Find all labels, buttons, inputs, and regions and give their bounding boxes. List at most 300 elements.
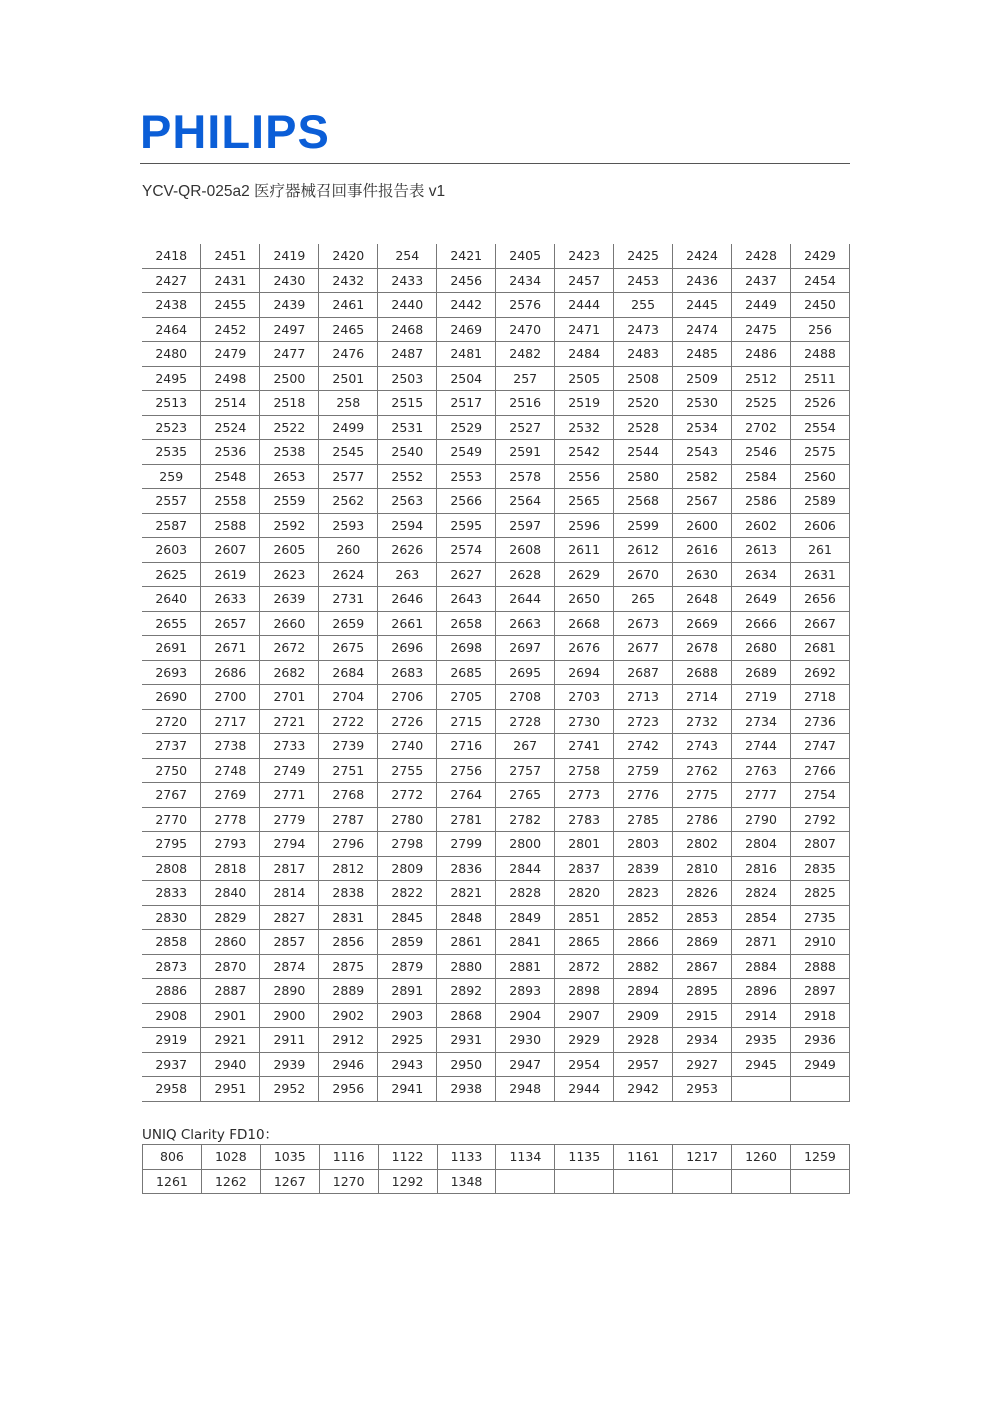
table-cell: 2890 [260,979,319,1004]
table-cell: 2939 [260,1052,319,1077]
table-cell: 2685 [437,660,496,685]
table-cell: 2479 [201,342,260,367]
table-cell: 2937 [142,1052,201,1077]
table-cell: 2868 [437,1003,496,1028]
table-cell: 2838 [319,881,378,906]
table-cell: 2692 [790,660,849,685]
table-cell: 2748 [201,758,260,783]
table-row [142,1077,850,1102]
table-cell: 2947 [496,1052,555,1077]
table-cell: 2559 [260,489,319,514]
table-cell: 2930 [496,1028,555,1053]
table-cell: 2874 [260,954,319,979]
table-cell: 2957 [614,1052,673,1077]
table-cell: 2470 [496,317,555,342]
table-cell: 2946 [319,1052,378,1077]
table-cell: 2749 [260,758,319,783]
table-cell: 2810 [673,856,732,881]
table-row [142,611,850,636]
table-cell: 2495 [142,366,201,391]
table-row [142,832,850,857]
table-cell: 2595 [437,513,496,538]
table-cell: 2576 [496,293,555,318]
table-cell: 2563 [378,489,437,514]
table-cell: 2486 [732,342,791,367]
table-cell: 2776 [614,783,673,808]
table-cell: 2796 [319,832,378,857]
main-serial-table [142,244,850,1102]
table-cell: 2870 [201,954,260,979]
table-cell: 2666 [732,611,791,636]
table-cell: 2558 [201,489,260,514]
table-cell: 1028 [201,1145,260,1170]
table-cell [790,1169,849,1194]
table-cell: 2465 [319,317,378,342]
table-cell: 2553 [437,464,496,489]
table-cell: 2587 [142,513,201,538]
table-cell: 2627 [437,562,496,587]
table-cell: 2718 [790,685,849,710]
table-cell: 2629 [555,562,614,587]
table-cell: 2545 [319,440,378,465]
table-cell: 2562 [319,489,378,514]
table-cell: 2631 [790,562,849,587]
table-cell: 2661 [378,611,437,636]
table-cell: 2786 [673,807,732,832]
table-cell: 2528 [614,415,673,440]
table-cell: 2941 [378,1077,437,1102]
table-cell: 2483 [614,342,673,367]
table-cell: 2814 [260,881,319,906]
table-cell: 2792 [790,807,849,832]
table-cell: 2892 [437,979,496,1004]
table-row [142,464,850,489]
table-cell: 2657 [201,611,260,636]
table-cell: 2921 [201,1028,260,1053]
table-cell: 2445 [673,293,732,318]
table-cell: 2824 [732,881,791,906]
table-row [142,415,850,440]
table-cell: 2744 [732,734,791,759]
table-cell: 2499 [319,415,378,440]
table-cell: 1348 [437,1169,496,1194]
table-cell: 2670 [614,562,673,587]
table-cell: 1134 [496,1145,555,1170]
table-cell: 2481 [437,342,496,367]
table-cell: 2827 [260,905,319,930]
table-cell: 2455 [201,293,260,318]
table-cell: 2450 [790,293,849,318]
table-cell: 2751 [319,758,378,783]
table-row [142,807,850,832]
table-row [143,1169,850,1194]
table-cell: 2935 [732,1028,791,1053]
table-row [142,440,850,465]
table-cell: 2519 [555,391,614,416]
table-cell: 2914 [732,1003,791,1028]
table-cell: 2895 [673,979,732,1004]
table-cell: 2546 [732,440,791,465]
table-cell: 2526 [790,391,849,416]
table-cell: 2764 [437,783,496,808]
table-cell: 2762 [673,758,732,783]
table-cell: 2860 [201,930,260,955]
table-cell: 2474 [673,317,732,342]
table-cell: 2440 [378,293,437,318]
table-cell: 2898 [555,979,614,1004]
table-cell: 2532 [555,415,614,440]
table-cell [790,1077,849,1102]
table-row [142,366,850,391]
table-cell: 2769 [201,783,260,808]
table-cell: 2602 [732,513,791,538]
table-cell: 2611 [555,538,614,563]
table-cell: 2586 [732,489,791,514]
table-cell: 2925 [378,1028,437,1053]
table-cell [555,1169,614,1194]
table-cell: 2646 [378,587,437,612]
uniq-serial-table [142,1144,850,1194]
table-cell: 258 [319,391,378,416]
table-cell: 2839 [614,856,673,881]
table-cell: 1267 [260,1169,319,1194]
table-cell: 2696 [378,636,437,661]
table-cell: 2857 [260,930,319,955]
table-row [142,244,850,268]
table-cell: 2534 [673,415,732,440]
table-cell: 2678 [673,636,732,661]
table-cell: 2677 [614,636,673,661]
table-cell: 2596 [555,513,614,538]
table-cell: 2619 [201,562,260,587]
table-cell: 2487 [378,342,437,367]
table-cell: 2592 [260,513,319,538]
table-cell: 2703 [555,685,614,710]
table-cell: 1116 [319,1145,378,1170]
table-cell: 2825 [790,881,849,906]
table-cell: 2755 [378,758,437,783]
table-cell: 2549 [437,440,496,465]
table-cell: 2544 [614,440,673,465]
table-cell: 263 [378,562,437,587]
table-cell: 2956 [319,1077,378,1102]
table-cell: 2853 [673,905,732,930]
table-cell: 2660 [260,611,319,636]
table-cell: 2680 [732,636,791,661]
table-cell: 2887 [201,979,260,1004]
table-cell: 2911 [260,1028,319,1053]
table-cell: 2880 [437,954,496,979]
table-cell: 1292 [378,1169,437,1194]
table-row [142,758,850,783]
table-cell: 2929 [555,1028,614,1053]
table-cell: 2480 [142,342,201,367]
table-cell: 2954 [555,1052,614,1077]
table-cell: 2524 [201,415,260,440]
table-cell: 2790 [732,807,791,832]
table-cell: 2820 [555,881,614,906]
table-cell: 2421 [437,244,496,268]
table-cell: 2439 [260,293,319,318]
table-row [143,1145,850,1170]
table-cell: 2672 [260,636,319,661]
table-cell: 254 [378,244,437,268]
table-cell: 2525 [732,391,791,416]
table-cell: 2833 [142,881,201,906]
table-cell: 2700 [201,685,260,710]
table-cell: 2952 [260,1077,319,1102]
table-cell: 2904 [496,1003,555,1028]
table-cell: 2835 [790,856,849,881]
table-cell: 2849 [496,905,555,930]
table-cell: 2808 [142,856,201,881]
table-cell: 2888 [790,954,849,979]
table-row [142,856,850,881]
table-cell: 2754 [790,783,849,808]
table-cell: 2705 [437,685,496,710]
table-cell: 2770 [142,807,201,832]
table-cell: 2938 [437,1077,496,1102]
table-cell: 2763 [732,758,791,783]
table-cell: 2529 [437,415,496,440]
table-cell: 2830 [142,905,201,930]
table-cell: 2695 [496,660,555,685]
table-cell: 2910 [790,930,849,955]
table-cell: 2882 [614,954,673,979]
table-cell: 2903 [378,1003,437,1028]
table-cell: 2872 [555,954,614,979]
table-cell: 2728 [496,709,555,734]
table-cell: 1261 [143,1169,202,1194]
table-cell: 2434 [496,268,555,293]
table-cell: 2444 [555,293,614,318]
table-cell: 2722 [319,709,378,734]
table-cell [732,1077,791,1102]
table-cell: 2780 [378,807,437,832]
table-cell: 2436 [673,268,732,293]
table-cell: 255 [614,293,673,318]
table-cell: 2848 [437,905,496,930]
table-cell: 2716 [437,734,496,759]
table-cell: 806 [143,1145,202,1170]
table-cell: 2772 [378,783,437,808]
table-cell: 259 [142,464,201,489]
table-cell: 2859 [378,930,437,955]
table-cell: 2854 [732,905,791,930]
table-row [142,709,850,734]
table-cell: 2578 [496,464,555,489]
table-cell: 2803 [614,832,673,857]
table-cell: 1259 [790,1145,849,1170]
table-cell: 2783 [555,807,614,832]
table-cell: 2795 [142,832,201,857]
table-cell: 2894 [614,979,673,1004]
table-cell: 2723 [614,709,673,734]
table-cell: 2605 [260,538,319,563]
table-cell: 2698 [437,636,496,661]
table-cell: 2454 [790,268,849,293]
table-cell: 2840 [201,881,260,906]
table-cell: 2663 [496,611,555,636]
table-cell: 2875 [319,954,378,979]
table-cell: 2431 [201,268,260,293]
table-cell: 2556 [555,464,614,489]
table-cell: 2575 [790,440,849,465]
table-cell: 2527 [496,415,555,440]
table-cell: 2802 [673,832,732,857]
table-cell: 2634 [732,562,791,587]
table-cell: 2429 [790,244,849,268]
table-cell: 2511 [790,366,849,391]
table-cell: 2648 [673,587,732,612]
table-cell: 2508 [614,366,673,391]
table-cell: 2775 [673,783,732,808]
table-cell: 2787 [319,807,378,832]
table-cell: 2655 [142,611,201,636]
table-cell: 2944 [555,1077,614,1102]
table-cell: 2574 [437,538,496,563]
table-cell: 2720 [142,709,201,734]
table-cell: 2757 [496,758,555,783]
table-cell: 2800 [496,832,555,857]
table-cell: 2538 [260,440,319,465]
table-row [142,636,850,661]
table-cell: 2767 [142,783,201,808]
table-cell: 1270 [319,1169,378,1194]
table-cell: 2945 [732,1052,791,1077]
table-cell: 2865 [555,930,614,955]
table-cell: 2714 [673,685,732,710]
table-cell: 2726 [378,709,437,734]
table-cell: 2739 [319,734,378,759]
table-cell: 2513 [142,391,201,416]
table-cell: 2623 [260,562,319,587]
table-cell: 2488 [790,342,849,367]
table-cell: 2613 [732,538,791,563]
table-cell: 2866 [614,930,673,955]
table-cell: 2675 [319,636,378,661]
table-cell: 2668 [555,611,614,636]
table-cell: 1135 [555,1145,614,1170]
table-cell: 2693 [142,660,201,685]
table-cell: 2736 [790,709,849,734]
table-cell: 1262 [201,1169,260,1194]
table-cell: 2606 [790,513,849,538]
table-cell: 1035 [260,1145,319,1170]
table-cell: 2600 [673,513,732,538]
table-cell: 2936 [790,1028,849,1053]
table-cell: 2594 [378,513,437,538]
table-cell: 2881 [496,954,555,979]
table-cell: 2927 [673,1052,732,1077]
table-cell: 2713 [614,685,673,710]
table-cell: 2485 [673,342,732,367]
table-cell [614,1169,673,1194]
table-row [142,1003,850,1028]
table-cell: 2639 [260,587,319,612]
table-cell: 2759 [614,758,673,783]
table-cell: 2794 [260,832,319,857]
table-cell: 2656 [790,587,849,612]
table-cell: 2469 [437,317,496,342]
table-cell: 2777 [732,783,791,808]
table-cell: 2582 [673,464,732,489]
table-cell: 2837 [555,856,614,881]
table-cell: 2781 [437,807,496,832]
table-cell: 2437 [732,268,791,293]
table-cell: 2542 [555,440,614,465]
table-cell: 2765 [496,783,555,808]
table-row [142,342,850,367]
table-cell: 2908 [142,1003,201,1028]
table-cell: 2943 [378,1052,437,1077]
table-cell: 2822 [378,881,437,906]
table-cell: 2644 [496,587,555,612]
table-cell: 2686 [201,660,260,685]
table-cell: 2828 [496,881,555,906]
table-cell: 2809 [378,856,437,881]
table-cell: 2841 [496,930,555,955]
table-cell: 2659 [319,611,378,636]
table-row [142,391,850,416]
table-cell: 2667 [790,611,849,636]
table-cell: 265 [614,587,673,612]
table-cell: 2543 [673,440,732,465]
table-row [142,293,850,318]
table-cell: 2918 [790,1003,849,1028]
table-cell: 2871 [732,930,791,955]
table-cell: 1122 [378,1145,437,1170]
table-cell: 260 [319,538,378,563]
table-cell: 2717 [201,709,260,734]
table-cell: 2475 [732,317,791,342]
table-row [142,562,850,587]
table-row [142,734,850,759]
table-cell: 2497 [260,317,319,342]
table-cell: 2536 [201,440,260,465]
table-cell: 2773 [555,783,614,808]
table-cell: 2688 [673,660,732,685]
table-cell: 2531 [378,415,437,440]
table-cell: 2608 [496,538,555,563]
table-cell: 2461 [319,293,378,318]
table-cell: 2676 [555,636,614,661]
table-cell: 2732 [673,709,732,734]
table-cell: 2682 [260,660,319,685]
table-cell: 2771 [260,783,319,808]
table-cell: 2950 [437,1052,496,1077]
table-cell: 2584 [732,464,791,489]
table-row [142,587,850,612]
table-row [142,513,850,538]
table-cell: 2747 [790,734,849,759]
table-cell: 2512 [732,366,791,391]
table-cell: 2612 [614,538,673,563]
table-cell: 2566 [437,489,496,514]
table-cell: 2423 [555,244,614,268]
table-cell: 2432 [319,268,378,293]
table-cell: 2658 [437,611,496,636]
table-cell: 2673 [614,611,673,636]
table-cell: 2626 [378,538,437,563]
table-cell: 2453 [614,268,673,293]
table-cell: 2953 [673,1077,732,1102]
table-cell: 2424 [673,244,732,268]
table-cell: 2902 [319,1003,378,1028]
table-cell: 2867 [673,954,732,979]
table-cell: 257 [496,366,555,391]
table-cell: 2804 [732,832,791,857]
